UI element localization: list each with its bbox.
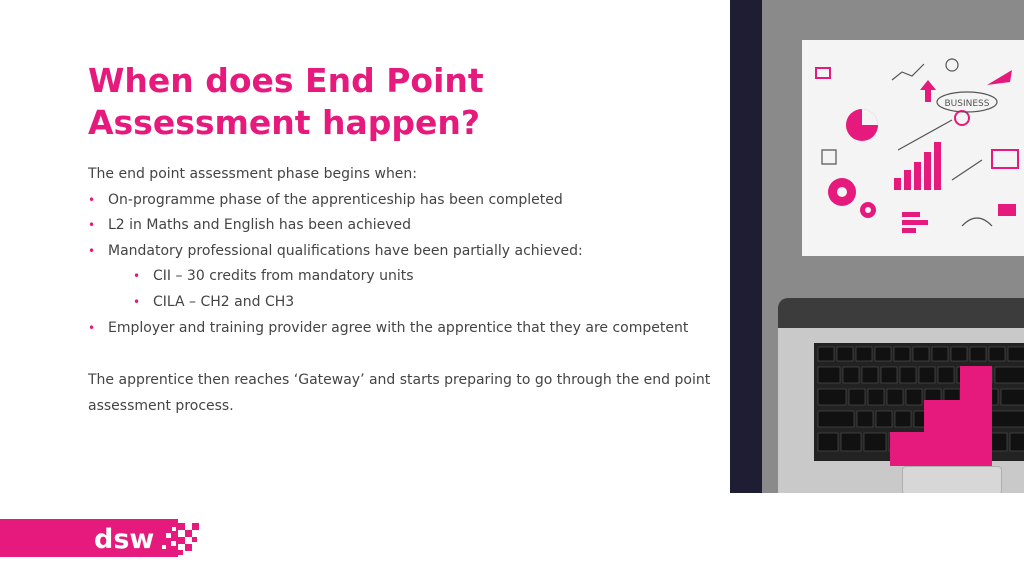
intro-text: The end point assessment phase begins when: [88, 166, 418, 182]
bullet-item-maths-english [88, 213, 708, 239]
business-laptop-photo [730, 0, 1024, 493]
bullet-icon: • [133, 294, 141, 309]
bullet-icon: • [88, 218, 96, 233]
pink-staircase-graphic [890, 366, 994, 466]
laptop-trackpad [902, 466, 1002, 493]
conclusion-text-line-1: The apprentice then reaches ‘Gateway’ and starts preparing to go through the end point [88, 372, 711, 389]
bullet-icon: • [88, 192, 96, 207]
dsw-logo-mark [92, 519, 200, 557]
bullet-item-label: L2 in Maths and English has been achieved [108, 217, 411, 234]
bullet-item-label: Employer and training provider agree with the apprentice that they are competent [108, 319, 689, 336]
bullet-icon: • [88, 243, 96, 258]
business-doodle-paper [802, 40, 1024, 256]
bullet-item-on-programme [88, 188, 708, 214]
footer-accent-band [0, 519, 92, 557]
bullet-item-label: On-programme phase of the apprenticeship has been completed [108, 191, 563, 208]
bullet-icon: • [88, 320, 96, 335]
conclusion-text-line-2: assessment process. [88, 397, 234, 414]
bullet-item-qualifications [88, 239, 708, 265]
sub-bullet-item-label: CILA – CH2 and CH3 [153, 293, 295, 310]
paper-doodle-word: BUSINESS [944, 99, 990, 109]
photo-dark-strip [730, 0, 762, 493]
dsw-logo-text: dsw [94, 524, 155, 555]
bullet-item-label: Mandatory professional qualifications have been partially achieved: [108, 242, 583, 259]
slide-body [88, 162, 711, 419]
business-doodle-illustration [802, 40, 1024, 256]
sub-bullet-item-cila [88, 290, 708, 316]
dsw-logo [92, 519, 200, 557]
sub-bullet-item-label: CII – 30 credits from mandatory units [153, 268, 414, 285]
slide-title: When does End Point Assessment happen? [88, 61, 484, 142]
bullet-item-competent [88, 316, 708, 342]
paragraph-spacer [88, 341, 708, 368]
bullet-icon: • [133, 269, 141, 284]
laptop-lid [778, 298, 1024, 328]
sub-bullet-item-cii [88, 264, 708, 290]
